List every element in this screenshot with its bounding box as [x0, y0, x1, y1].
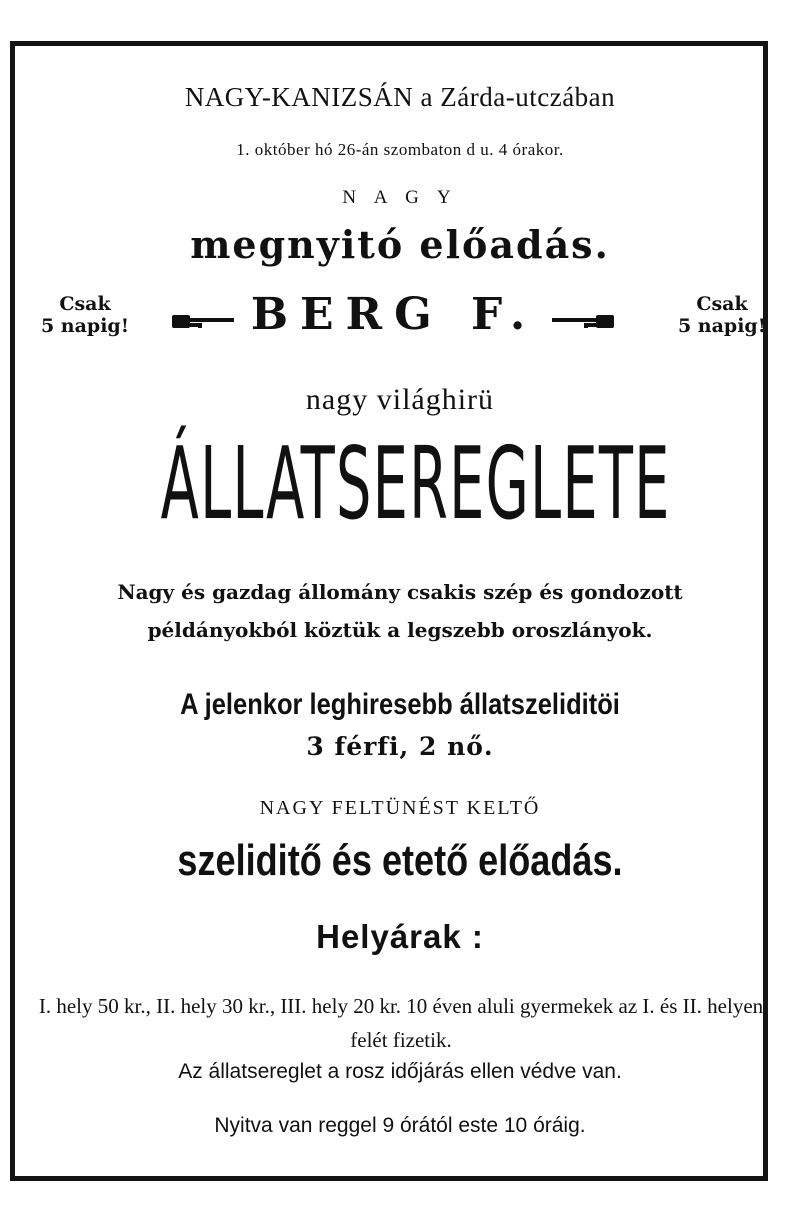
- great-label: N A G Y: [342, 187, 458, 208]
- tamers-line: A jelenkor leghiresebb állatszeliditöi: [180, 688, 620, 721]
- only-word: Csak: [696, 293, 748, 315]
- location-line: NAGY-KANIZSÁN a Zárda-utczában: [184, 82, 616, 112]
- prices-heading: Helyárak :: [316, 918, 484, 955]
- only-five-days-left: [30, 293, 140, 337]
- exhibitor-name-row: [14, 285, 786, 355]
- stock-description: Nagy és gazdag állomány csakis szép és gondozott példányokból köztük a legszebb oroszlányok.: [117, 580, 683, 642]
- pointing-hand-right-icon: [172, 311, 236, 331]
- five-days-word: 5 napig!: [40, 315, 130, 337]
- opening-hours-line: Nyitva van reggel 9 órától este 10 óráig.: [214, 1114, 586, 1137]
- date-line: 1. október hó 26-án szombaton d u. 4 órakor.: [236, 140, 564, 159]
- exhibitor-name: BERG F.: [250, 289, 538, 340]
- world-famous-line: nagy világhirü: [305, 383, 495, 416]
- prices-text: I. hely 50 kr., II. hely 30 kr., III. hely 20 kr. 10 éven aluli gyermekek az I. és II. helyen felét fizetik.: [38, 994, 764, 1052]
- only-word: Csak: [59, 293, 111, 315]
- weather-protection-line: Az állatsereglet a rosz időjárás ellen védve van.: [178, 1060, 622, 1083]
- pointing-hand-left-icon: [550, 311, 614, 331]
- opening-show-title: megnyitó előadás.: [190, 222, 610, 267]
- menagerie-headline: ÁLLATSEREGLETE: [160, 425, 671, 542]
- taming-feeding-show-title: szeliditő és etető előadás.: [177, 836, 623, 885]
- only-five-days-right: [662, 293, 782, 337]
- tamers-count: 3 férfi, 2 nő.: [306, 732, 494, 761]
- sensation-line: NAGY FELTÜNÉST KELTŐ: [259, 797, 541, 819]
- five-days-word: 5 napig!: [677, 315, 767, 337]
